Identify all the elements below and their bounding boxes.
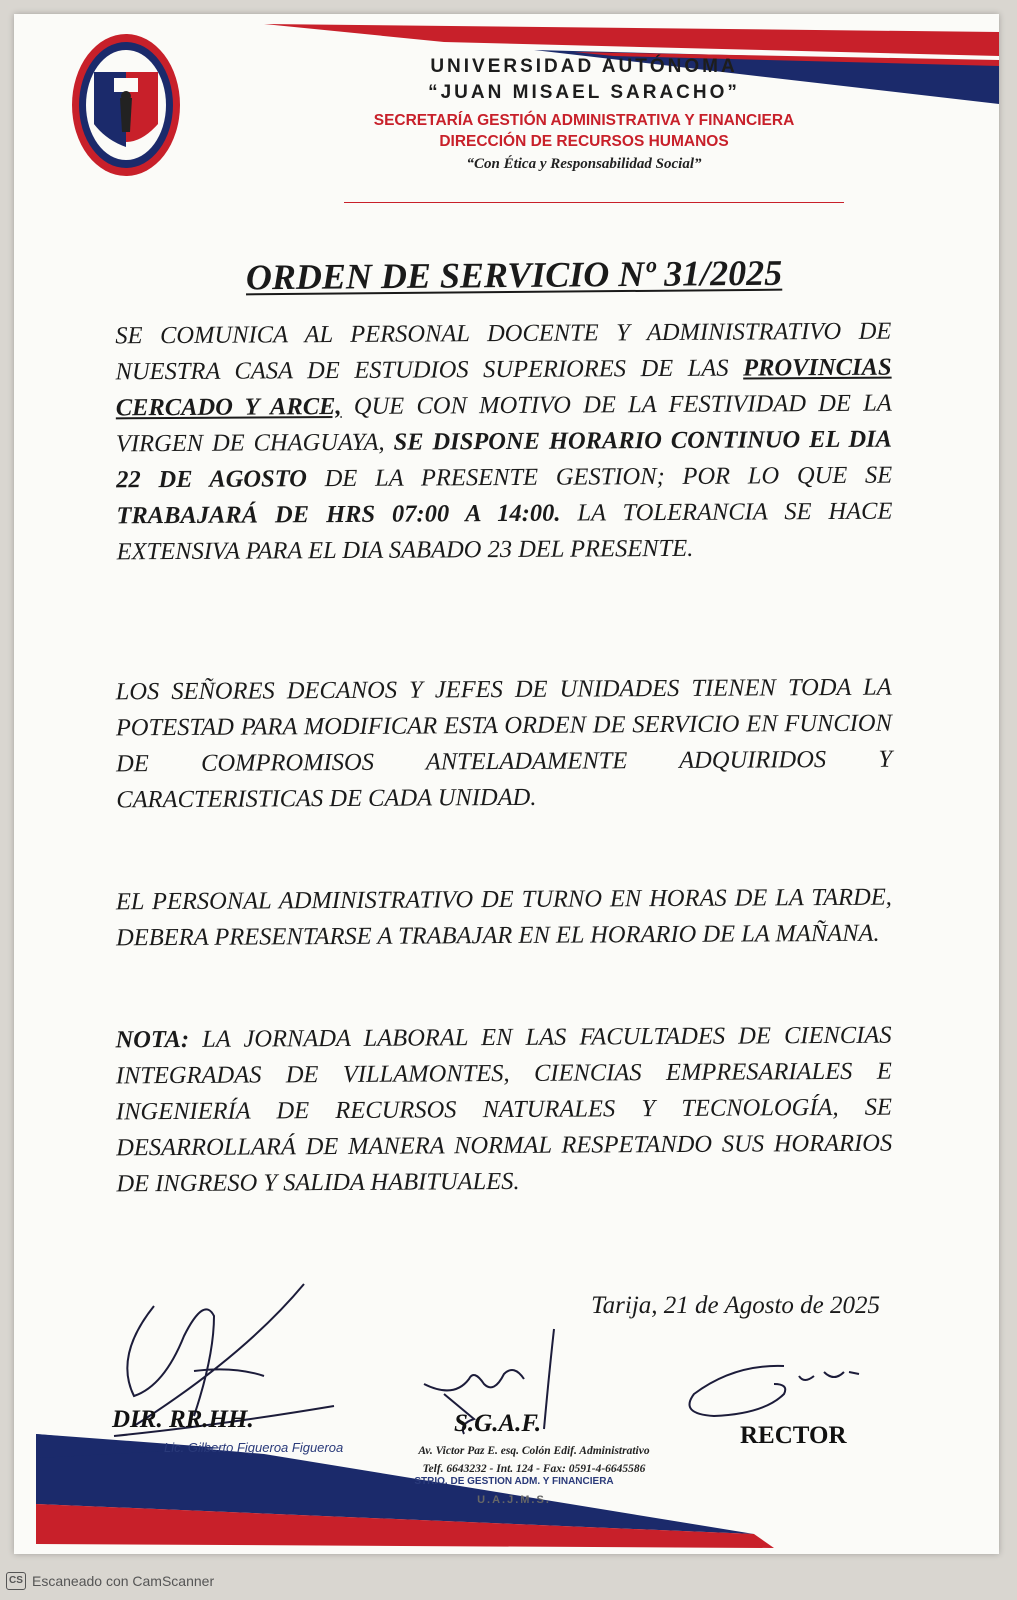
stamp-uajms: U.A.J.M.S. xyxy=(477,1494,551,1506)
signature-label-dir: DIR. RR.HH. xyxy=(112,1406,254,1433)
university-name-line1: UNIVERSIDAD AUTÓNOMA xyxy=(430,56,738,77)
paragraph-2 xyxy=(116,670,893,819)
nota-label: NOTA: xyxy=(115,1025,190,1054)
signature-label-rector: RECTOR xyxy=(740,1422,847,1449)
p1-bold-provinces: PROVINCIAS CERCADO Y ARCE, xyxy=(115,353,892,422)
address-line-2: Telf. 6643232 - Int. 124 - Fax: 0591-4-6645586 xyxy=(422,1463,646,1475)
nota-text: LA JORNADA LABORAL EN LAS FACULTADES DE CIENCIAS INTEGRADAS DE VILLAMONTES, CIENCIAS EMPRESARIALES E INGENIERÍA DE RECURSOS NATURALES Y TECNOLOGÍA, SE DESARROLLARÁ DE MANERA NORMAL RESPETANDO SUS HORARIOS DE INGRESO Y SALIDA HABITUALES. xyxy=(115,1021,893,1198)
motto: “Con Ética y Responsabilidad Social” xyxy=(466,156,702,172)
p1-text-1: SE COMUNICA AL PERSONAL DOCENTE Y ADMINISTRATIVO DE NUESTRA CASA DE ESTUDIOS SUPERIORES DE LAS xyxy=(115,317,892,386)
secretaria-line: SECRETARÍA GESTIÓN ADMINISTRATIVA Y FINANCIERA xyxy=(373,112,795,129)
p1-bold-schedule: SE DISPONE HORARIO CONTINUO EL DIA 22 DE AGOSTO xyxy=(116,425,893,494)
p1-text-3: DE LA PRESENTE GESTION; POR LO QUE SE xyxy=(306,461,893,493)
document-title: ORDEN DE SERVICIO Nº 31/2025 xyxy=(245,252,783,298)
footer-address xyxy=(304,1442,764,1478)
document-date: Tarija, 21 de Agosto de 2025 xyxy=(591,1292,880,1319)
p2-text: LOS SEÑORES DECANOS Y JEFES DE UNIDADES TIENEN TODA LA POTESTAD PARA MODIFICAR ESTA ORDEN DE SERVICIO EN FUNCION DE COMPROMISOS ANTELADAMENTE ADQUIRIDOS Y CARACTERISTICAS DE CADA UNIDAD. xyxy=(115,673,893,814)
signature-label-sgaf: S.G.A.F. xyxy=(454,1410,542,1437)
direccion-line: DIRECCIÓN DE RECURSOS HUMANOS xyxy=(439,133,729,150)
university-seal-icon xyxy=(70,32,182,178)
university-name-line2: “JUAN MISAEL SARACHO” xyxy=(428,82,740,103)
p1-bold-hours: TRABAJARÁ DE HRS 07:00 A 14:00. xyxy=(116,499,561,530)
p1-text-4: LA TOLERANCIA SE HACE EXTENSIVA PARA EL DIA SABADO 23 DEL PRESENTE. xyxy=(116,497,893,566)
paragraph-3 xyxy=(116,880,892,957)
stamp-name: Lic. Gilberto Figueroa Figueroa xyxy=(164,1440,344,1455)
header-divider xyxy=(344,202,844,203)
address-line-1: Av. Victor Paz E. esq. Colón Edif. Administrativo xyxy=(418,1445,650,1457)
paragraph-1 xyxy=(115,314,893,571)
camscanner-logo-icon: CS xyxy=(6,1572,26,1590)
camscanner-text: Escaneado con CamScanner xyxy=(32,1573,215,1589)
document-page xyxy=(14,14,999,1554)
p1-text-2: QUE CON MOTIVO DE LA FESTIVIDAD DE LA VIRGEN DE CHAGUAYA, xyxy=(115,389,892,458)
p3-text: EL PERSONAL ADMINISTRATIVO DE TURNO EN HORAS DE LA TARDE, DEBERA PRESENTARSE A TRABAJAR EN EL HORARIO DE LA MAÑANA. xyxy=(115,883,892,952)
letterhead xyxy=(304,54,864,173)
scanner-watermark xyxy=(0,1562,1017,1600)
paragraph-nota xyxy=(115,1018,892,1203)
stamp-office: STRIO. DE GESTION ADM. Y FINANCIERA xyxy=(414,1476,614,1487)
